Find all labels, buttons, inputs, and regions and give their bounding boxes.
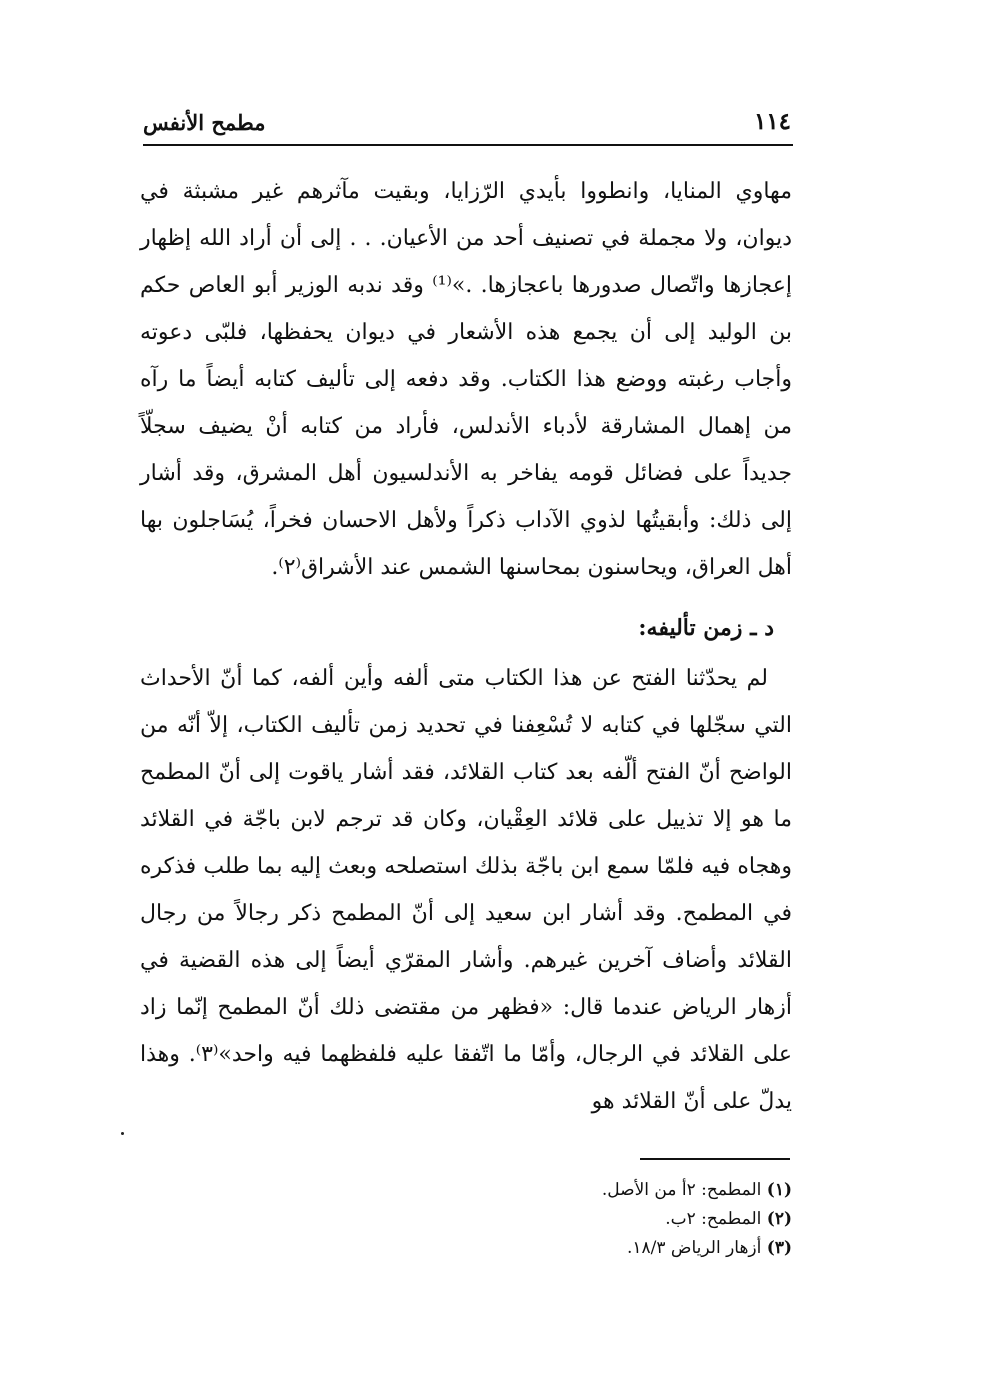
running-title: مطمح الأنفس [143,110,266,135]
page-header [143,108,791,142]
footnotes [420,1176,792,1263]
page-number: ١١٤ [753,108,791,135]
header-rule [143,144,793,146]
main-text [140,168,792,1125]
footnote-text: أزهار الرياض ١٨/٣. [626,1238,762,1258]
footnote-2 [420,1205,792,1234]
section-heading: د ـ زمن تأليفه: [638,615,774,641]
footnote-text: المطمح: ٢ب. [665,1209,762,1229]
paragraph-2: لم يحدّثنا الفتح عن هذا الكتاب متى ألفه وأين ألفه، كما أنّ الأحداث التي سجّلها في كتابه لا تُسْعِفنا في تحديد زمن تأليف الكتاب، إلاّ أنّه من الواضح أنّ الفتح ألّفه بعد كتاب القلائد، فقد أشار ياقوت إلى أنّ المطمح ما هو إلا تذييل على قلائد العِقْيان، وكان قد ترجم لابن باجّة في القلائد وهجاه فيه فلمّا سمع ابن باجّة بذلك استصلحه وبعث إليه بما طلب فذكره في المطمح. وقد أشار ابن سعيد إلى أنّ المطمح ذكر رجالاً من رجال القلائد وأضاف آخرين غيرهم. وأشار المقرّي أيضاً إلى هذه القضية في أزهار الرياض عندما قال: «فظهر من مقتضى ذلك أنّ المطمح إنّما زاد على القلائد في الرجال، وأمّا ما اتّفقا عليه فلفظهما فيه واحد»⁽٣⁾. وهذا يدلّ على أنّ القلائد هو [140,666,792,1114]
paragraph-1: مهاوي المنايا، وانطووا بأيدي الرّزايا، وبقيت مآثرهم غير مشبثة في ديوان، ولا مجملة في تصنيف أحد من الأعيان. . . إلى أن أراد الله إظهار إعجازها واتّصال صدورها باعجازها. .»⁽¹⁾ وقد ندبه الوزير أبو العاص حكم بن الوليد إلى أن يجمع هذه الأشعار في ديوان يحفظها، فلبّى دعوته وأجاب رغبته ووضع هذا الكتاب. وقد دفعه إلى تأليف كتابه أيضاً ما رآه من إهمال المشارقة لأدباء الأندلس، فأراد من كتابه أنْ يضيف سجلّاً جديداً على فضائل قومه يفاخر به الأندلسيون أهل المشرق، وقد أشار إلى ذلك: وأبقيتُها لذوي الآداب ذكراً ولأهل الاحسان فخراً، يُسَاجلون بها أهل العراق، ويحاسنون بمحاسنها الشمس عند الأشراق⁽٢⁾. [140,179,792,580]
footnote-1 [420,1176,792,1205]
footnote-text: المطمح: ٢أ من الأصل. [601,1180,762,1200]
footnote-rule [640,1158,790,1160]
footnote-ref: (١) [766,1180,792,1200]
stray-mark [121,1132,124,1135]
footnote-3 [420,1234,792,1263]
footnote-ref: (٣) [766,1238,792,1258]
footnote-ref: (٢) [766,1209,792,1229]
